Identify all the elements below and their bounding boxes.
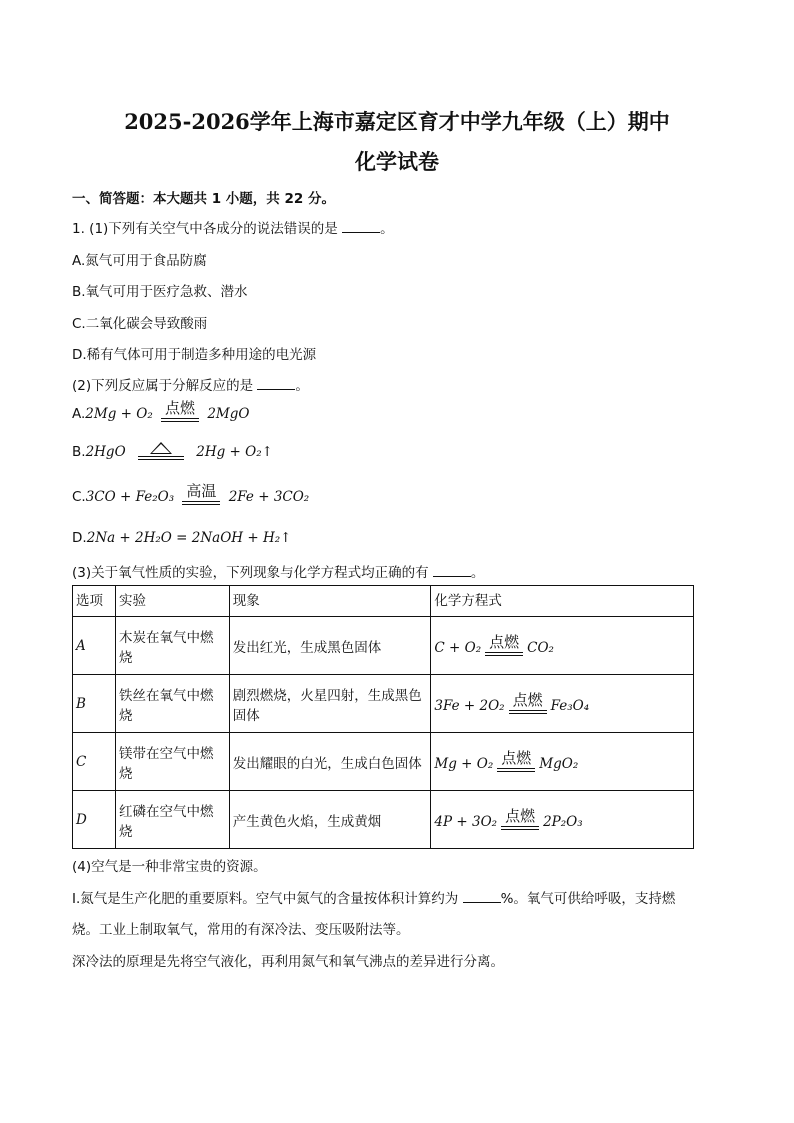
condition-text: 点燃 (505, 807, 536, 825)
table-row (73, 791, 694, 849)
header-cell: 选项 (73, 586, 116, 617)
header-cell: 化学方程式 (431, 586, 694, 617)
equation-products: 2Fe + 3CO₂ (228, 489, 310, 505)
q2-option-c (72, 484, 309, 505)
table-row (73, 733, 694, 791)
answer-blank[interactable] (257, 377, 295, 390)
condition-text: 点燃 (512, 691, 543, 709)
experiment-cell: 木炭在氧气中燃烧 (115, 617, 229, 675)
table-header-row (73, 586, 694, 617)
equation-products: Fe₃O₄ (550, 698, 590, 714)
header-cell: 实验 (115, 586, 229, 617)
q3-stem-end: 。 (470, 565, 485, 581)
q1-option-b: B.氧气可用于医疗急救、潜水 (72, 284, 248, 300)
q4-paragraph-1 (72, 887, 675, 907)
option-cell: C (73, 733, 116, 791)
equation-reactants: 2Mg + O₂ (85, 406, 153, 422)
q3-stem (72, 561, 484, 581)
q2-stem (72, 374, 309, 394)
double-line (509, 710, 547, 714)
answer-blank[interactable] (433, 564, 471, 577)
equation-reactants: 4P + 3O₂ (434, 814, 498, 830)
q1-stem-text: 1. (1)下列有关空气中各成分的说法错误的是 (72, 221, 338, 237)
condition-text: 点燃 (165, 399, 196, 417)
phenomenon-cell: 剧烈燃烧，火星四射，生成黑色固体 (229, 675, 431, 733)
condition-text: 高温 (186, 482, 217, 500)
option-label: A. (72, 406, 86, 422)
double-line (501, 826, 539, 830)
phenomenon-cell: 发出耀眼的白光，生成白色固体 (229, 733, 431, 791)
heat-triangle-icon (150, 442, 172, 454)
reaction-condition (485, 635, 523, 656)
reaction-condition (182, 484, 220, 505)
q2-option-a (72, 401, 249, 422)
reaction-condition (509, 693, 547, 714)
equation: 2Na + 2H₂O = 2NaOH + H₂↑ (86, 530, 292, 546)
option-label: C. (72, 489, 86, 505)
table-row (73, 675, 694, 733)
option-label: D. (72, 530, 87, 546)
double-line (497, 768, 535, 772)
double-line (182, 501, 220, 505)
exam-title: 2025-2026学年上海市嘉定区育才中学九年级（上）期中 (124, 109, 670, 134)
double-line (161, 418, 199, 422)
equation-products: 2MgO (207, 406, 250, 422)
experiment-cell: 红磷在空气中燃烧 (115, 791, 229, 849)
q2-stem-text: (2)下列反应属于分解反应的是 (72, 378, 254, 394)
phenomenon-cell: 发出红光，生成黑色固体 (229, 617, 431, 675)
option-label: B. (72, 444, 86, 460)
q3-stem-text: (3)关于氧气性质的实验，下列现象与化学方程式均正确的有 (72, 565, 429, 581)
option-cell: D (73, 791, 116, 849)
equation-products: 2P₂O₃ (543, 814, 583, 830)
reaction-condition (497, 751, 535, 772)
equation-cell (431, 733, 694, 791)
q1-stem-end: 。 (380, 221, 394, 237)
header-cell: 现象 (229, 586, 431, 617)
q1-option-a: A.氮气可用于食品防腐 (72, 253, 207, 269)
option-cell: A (73, 617, 116, 675)
reaction-condition (161, 401, 199, 422)
equation-reactants: Mg + O₂ (434, 756, 494, 772)
equation-reactants: 3Fe + 2O₂ (434, 698, 505, 714)
q4-text-end: %。氧气可供给呼吸，支持燃 (500, 891, 676, 907)
equation-products: CO₂ (527, 640, 554, 656)
equation-products: 2Hg + O₂↑ (196, 444, 273, 460)
equation-reactants: C + O₂ (434, 640, 482, 656)
reaction-condition (501, 809, 539, 830)
q4-text: Ⅰ.氮气是生产化肥的重要原料。空气中氮气的含量按体积计算约为 (72, 891, 459, 907)
phenomenon-cell: 产生黄色火焰，生成黄烟 (229, 791, 431, 849)
exam-subtitle: 化学试卷 (355, 149, 439, 174)
section-heading: 一、简答题：本大题共 1 小题，共 22 分。 (72, 191, 335, 207)
double-line (485, 652, 523, 656)
equation-cell (431, 791, 694, 849)
answer-blank[interactable] (463, 890, 501, 903)
equation-reactants: 2HgO (85, 444, 126, 460)
table-row (73, 617, 694, 675)
q2-stem-end: 。 (295, 378, 309, 394)
equation-cell (431, 617, 694, 675)
condition-text: 点燃 (501, 749, 532, 767)
q2-option-b (72, 442, 273, 460)
q1-stem (72, 217, 394, 237)
q1-option-c: C.二氧化碳会导致酸雨 (72, 316, 208, 332)
q1-option-d: D.稀有气体可用于制造多种用途的电光源 (72, 347, 317, 363)
option-cell: B (73, 675, 116, 733)
q2-option-d (72, 530, 291, 546)
q4-paragraph-3: 深冷法的原理是先将空气液化，再利用氮气和氧气沸点的差异进行分离。 (72, 954, 504, 970)
q4-paragraph-2: 烧。工业上制取氧气，常用的有深冷法、变压吸附法等。 (72, 922, 410, 938)
double-line (138, 456, 184, 460)
reaction-table (72, 585, 694, 849)
reaction-condition (138, 442, 184, 460)
equation-cell (431, 675, 694, 733)
equation-products: MgO₂ (539, 756, 579, 772)
condition-text: 点燃 (489, 633, 520, 651)
equation-reactants: 3CO + Fe₂O₃ (85, 489, 175, 505)
experiment-cell: 铁丝在氧气中燃烧 (115, 675, 229, 733)
q4-intro: (4)空气是一种非常宝贵的资源。 (72, 859, 267, 875)
answer-blank[interactable] (342, 220, 380, 233)
experiment-cell: 镁带在空气中燃烧 (115, 733, 229, 791)
